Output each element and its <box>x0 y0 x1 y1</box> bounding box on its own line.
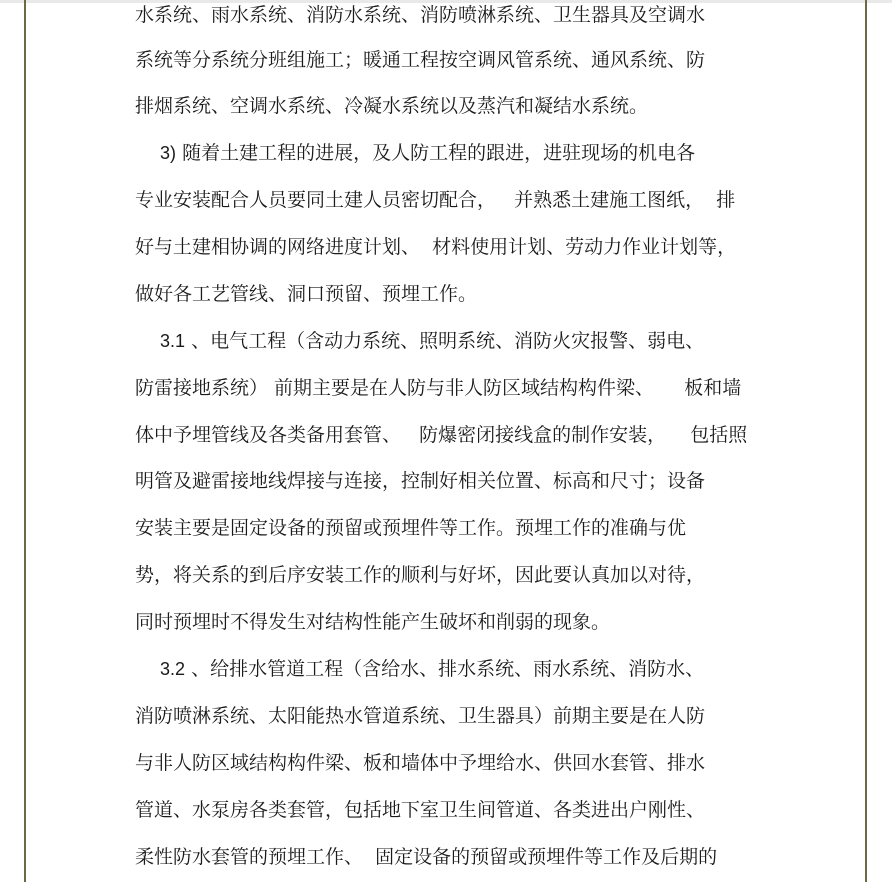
text-line: 安装主要是固定设备的预留或预埋件等工作。预埋工作的准确与优 <box>135 517 687 539</box>
section-3-1-heading-line <box>160 329 704 353</box>
text-line: 专业安装配合人员要同土建人员密切配合， 并熟悉土建施工图纸， 排 <box>135 189 736 211</box>
paragraph-3-first-line <box>160 141 695 165</box>
list-marker: 3) <box>160 143 177 163</box>
text-run: 随着土建工程的进展，及人防工程的跟进，进驻现场的机电各 <box>182 142 696 164</box>
text-line: 做好各工艺管线、洞口预留、预埋工作。 <box>135 283 478 305</box>
text-line: 排烟系统、空调水系统、冷凝水系统以及蒸汽和凝结水系统。 <box>135 95 649 117</box>
text-line: 明管及避雷接地线焊接与连接，控制好相关位置、标高和尺寸；设备 <box>135 470 706 492</box>
section-3-2-heading-line <box>160 657 704 681</box>
text-line: 柔性防水套管的预埋工作、 固定设备的预留或预埋件等工作及后期的 <box>135 846 718 868</box>
section-number: 3.1 <box>160 331 186 351</box>
text-line: 势，将关系的到后序安装工作的顺利与好坏，因此要认真加以对待， <box>135 564 706 586</box>
text-line: 同时预埋时不得发生对结构性能产生破坏和削弱的现象。 <box>135 611 611 633</box>
text-line: 与非人防区域结构构件梁、板和墙体中予埋给水、供回水套管、排水 <box>135 752 706 774</box>
text-line: 消防喷淋系统、太阳能热水管道系统、卫生器具）前期主要是在人防 <box>135 705 706 727</box>
text-line: 好与土建相协调的网络进度计划、 材料使用计划、劳动力作业计划等， <box>135 236 737 258</box>
section-number: 3.2 <box>160 659 186 679</box>
text-run: 、电气工程（含动力系统、照明系统、消防火灾报警、弱电、 <box>191 330 705 352</box>
text-line: 管道、水泵房各类套管，包括地下室卫生间管道、各类进出户刚性、 <box>135 799 706 821</box>
text-run: 、给排水管道工程（含给水、排水系统、雨水系统、消防水、 <box>191 658 705 680</box>
text-line: 防雷接地系统） 前期主要是在人防与非人防区域结构构件梁、 板和墙 <box>135 377 742 399</box>
text-line: 水系统、雨水系统、消防水系统、消防喷淋系统、卫生器具及空调水 <box>135 4 706 26</box>
text-line: 体中予埋管线及各类备用套管、 防爆密闭接线盒的制作安装， 包括照 <box>135 424 748 446</box>
text-line: 系统等分系统分班组施工；暖通工程按空调风管系统、通风系统、防 <box>135 49 706 71</box>
